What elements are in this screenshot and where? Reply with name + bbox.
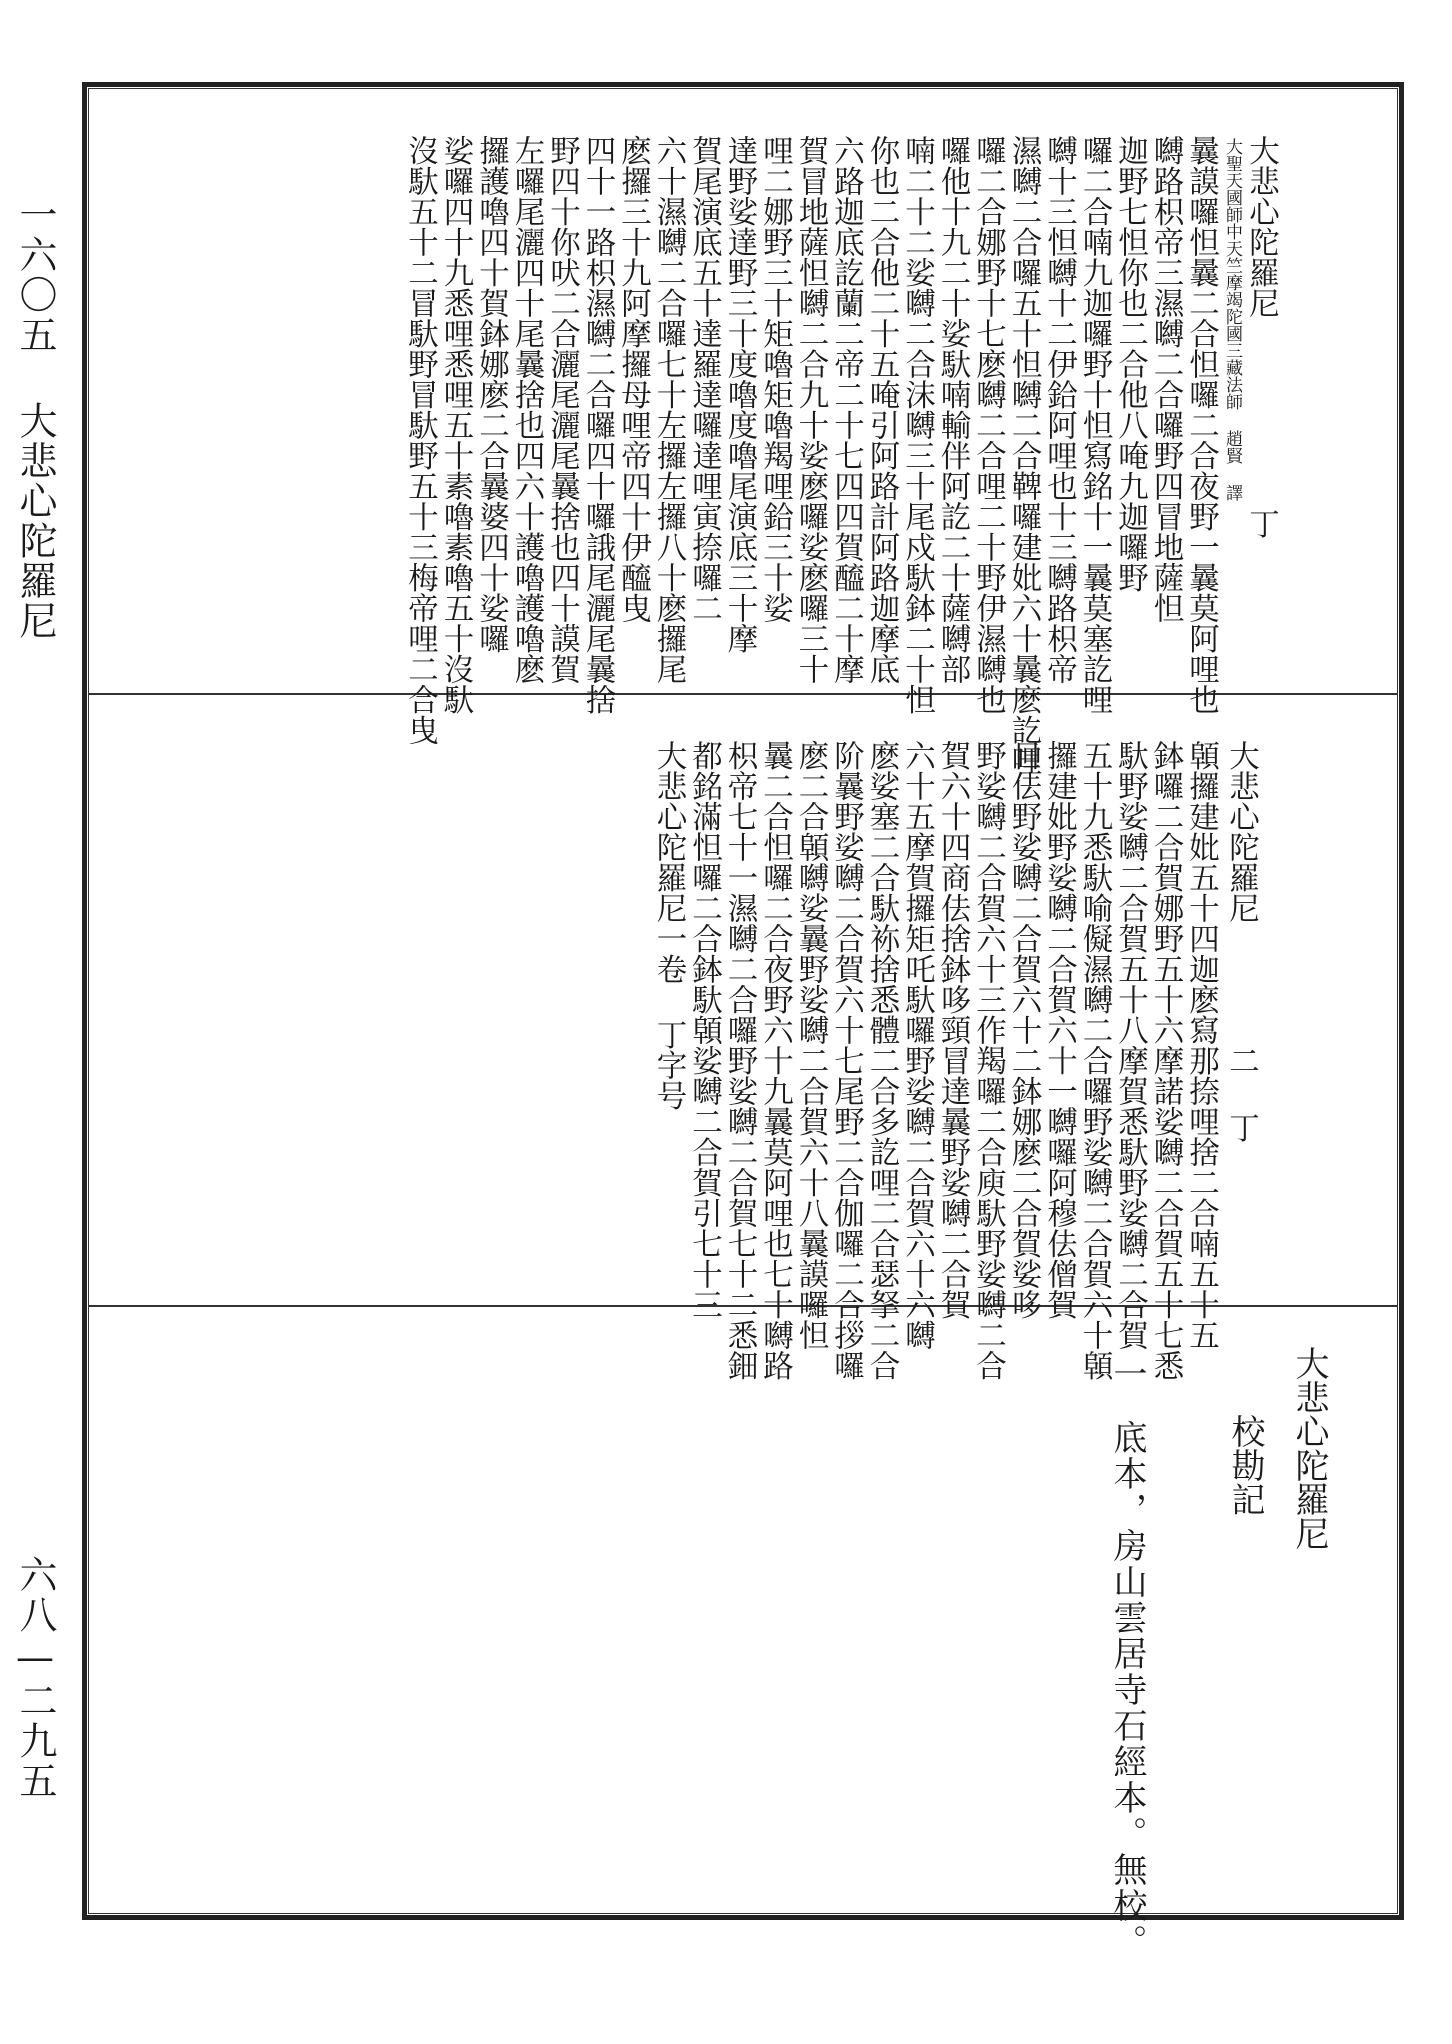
panel1-text-column: 嚩路枳帝三濕嚩二合囉野四冒地薩怛 — [1148, 135, 1183, 623]
panel1-text-column: 左囉尾灑四十尾曩捨也四六十護嚕護嚕麽 — [509, 135, 544, 684]
panel1-text-column: 沒馱五十二冒馱野冒馱野五十三梅帝哩二合曳 — [402, 135, 438, 745]
panel2-text-column: 馱野娑嚩二合賀五十八摩賀悉馱野娑嚩二合賀 — [1112, 740, 1148, 1350]
panel3-title: 大悲心陀羅尼 — [1289, 1346, 1329, 1550]
panel3-note-number: 一 — [1107, 1356, 1147, 1390]
panel1-text-column: 你也二合他二十五唵引阿路計阿路迦摩底 — [864, 135, 899, 684]
panel1-text-column: 哩二娜野三十矩嚕矩嚕羯哩鉿三十娑 — [757, 135, 793, 623]
panel2-title: 大悲心陀羅尼 — [1223, 740, 1259, 923]
panel2-text-column: 野娑嚩二合賀六十三作羯囉二合庾馱野娑嚩二合 — [970, 740, 1006, 1381]
panel2-text-column: 鉢囉二合賀娜野五十六摩諾娑嚩二合賀五十七悉 — [1148, 740, 1183, 1381]
panel1-text-column: 囉二合娜野十七麽嚩二合哩二十野伊濕嚩也 — [970, 135, 1006, 715]
panel2-text-column: 麽二合顊嚩娑曩野娑嚩二合賀六十八曩謨囉怛 — [793, 740, 828, 1350]
panel2-text-column: 目佉野娑嚩二合賀六十二鉢娜麽二合賀娑哆 — [1006, 740, 1041, 1320]
margin-sutra-title: 一六〇五 大悲心陀羅尼 — [13, 195, 57, 641]
panel1-text-column: 娑囉四十九悉哩悉哩五十素嚕素嚕五十沒馱 — [438, 135, 473, 715]
panel2-text-column: 賀六十四商佉捨鉢哆頸冒達曩野娑嚩二合賀 — [935, 740, 970, 1320]
panel1-text-column: 賀尾演底五十達羅達囉達哩寅捺囉二 — [686, 135, 722, 623]
panel1-text-column: 麽攞三十九阿摩攞母哩帝四十伊醯曳 — [615, 135, 651, 623]
panel1-text-column: 濕嚩二合囉五十怛嚩二合鞞囉建妣六十曩麽訖哩 — [1006, 135, 1041, 776]
panel1-text-column: 六十濕嚩二合囉七十左攞左攞八十麽攞尾 — [651, 135, 686, 684]
panel3-note: 底本，房山雲居寺石經本。無校。 — [1107, 1420, 1147, 1960]
panel1-text-column: 賀冒地薩怛嚩二合九十娑麽囉娑麽囉三十 — [793, 135, 828, 684]
panel1-text-column: 六路迦底訖蘭二帝二十七四四賀醯二十摩 — [828, 135, 864, 684]
panel1-text-column: 嚩十三怛嚩十二伊鉿阿哩也十三嚩路枳帝 — [1041, 135, 1077, 684]
panel1-translator: 大聖天國師中天竺摩竭陀國三藏法師 趙賢 譯 — [1222, 138, 1242, 501]
panel2-mark-number: 二 — [1223, 1045, 1259, 1076]
panel2-text-column: 枳帝七十一濕嚩二合囉野娑嚩二合賀七十二悉鈿 — [722, 740, 757, 1381]
panel1-text-column: 達野娑達野三十度嚕度嚕尾演底三十摩 — [722, 135, 757, 654]
panel2-text-column: 大悲心陀羅尼一卷 丁字号 — [651, 740, 686, 1111]
panel1-text-column: 四十一路枳濕嚩二合囉四十囉誐尾灑尾曩捨 — [580, 135, 615, 715]
panel1-text-column: 曩謨囉怛曩二合怛囉二合夜野一曩莫阿哩也 — [1183, 135, 1219, 715]
panel2-text-column: 顊攞建妣五十四迦麽寫那捺哩捨二合喃五十五 — [1183, 740, 1219, 1350]
panel2-text-column: 麽娑塞二合馱袮捨悉體二合多訖哩二合瑟拏二合 — [864, 740, 899, 1381]
panel1-text-column: 迦野七怛你也二合他八唵九迦囉野 — [1112, 135, 1148, 593]
panel1-text-column: 喃二十二娑嚩二合沫嚩三十尾戍馱鉢二十怛 — [899, 135, 935, 715]
panel1-text-column: 囉他十九二十娑馱喃輸伴阿訖二十薩嚩部 — [935, 135, 970, 684]
panel2-mark: 丁 — [1223, 1112, 1259, 1143]
panel2-text-column: 曩二合怛囉二合夜野六十九曩莫阿哩也七十嚩路 — [757, 740, 793, 1381]
panel2-text-column: 六十五摩賀攞矩吒馱囉野娑嚩二合賀六十六嚩 — [899, 740, 935, 1350]
panel1-text-column: 野四十你吠二合灑尾灑尾曩捨也四十謨賀 — [544, 135, 580, 684]
panel2-text-column: 阶曩野娑嚩二合賀六十七尾野二合伽囉二合拶囉 — [828, 740, 864, 1381]
panel1-text-column: 攞護嚕四十賀鉢娜麽二合曩婆四十娑囉 — [473, 135, 509, 654]
margin-page-number: 六八—二九五 — [13, 1555, 57, 1801]
panel2-text-column: 攞建妣野娑嚩二合賀六十一嚩囉阿穆佉僧賀 — [1041, 740, 1077, 1320]
panel1-mark: 丁 — [1243, 508, 1279, 539]
panel3-subtitle: 校勘記 — [1225, 1414, 1265, 1516]
panel2-text-column: 都銘滿怛囉二合鉢馱顊娑嚩二合賀引七十三 — [686, 740, 722, 1320]
panel1-text-column: 囉二合喃九迦囉野十怛寫銘十一曩莫塞訖哩 — [1077, 135, 1112, 715]
panel2-text-column: 五十九悉馱喻儗濕嚩二合囉野娑嚩二合賀六十顊 — [1077, 740, 1112, 1381]
panel1-title: 大悲心陀羅尼 — [1243, 135, 1279, 318]
